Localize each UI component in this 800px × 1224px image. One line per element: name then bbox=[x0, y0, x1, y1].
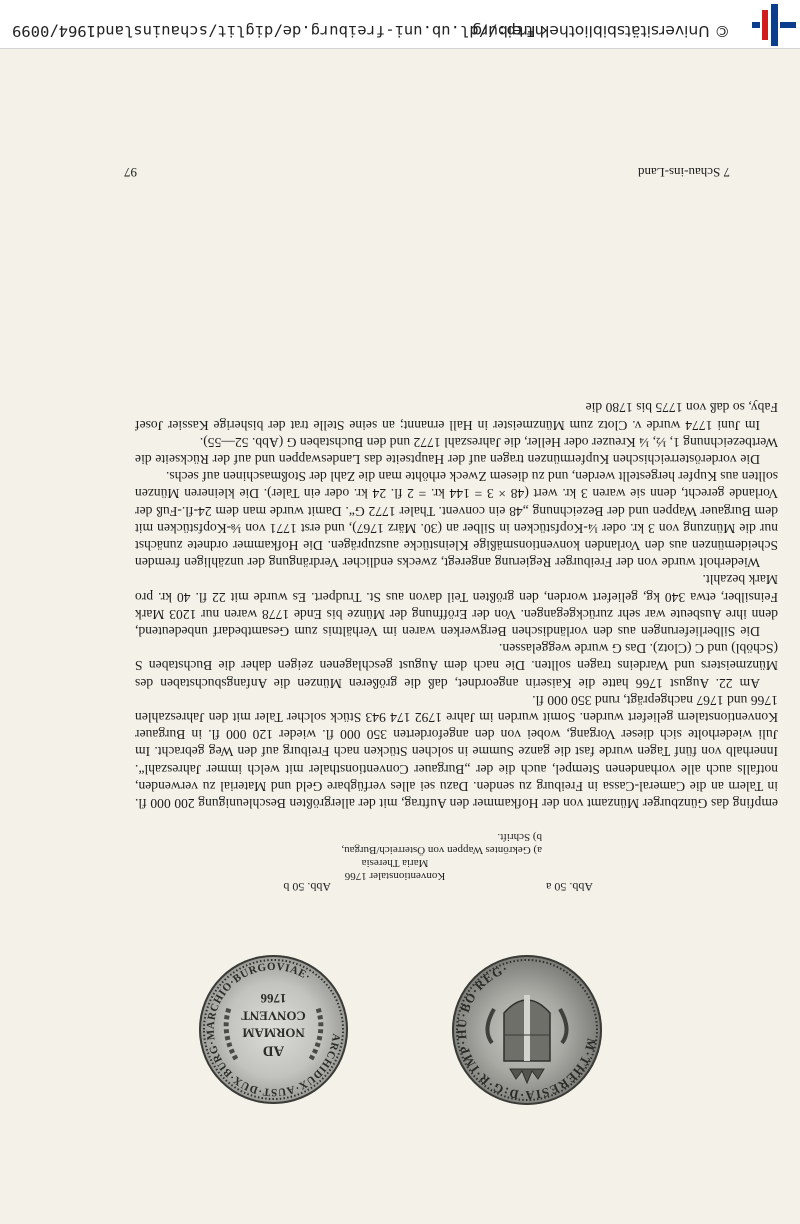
coin-b-field-line-1: AD bbox=[262, 1042, 285, 1059]
coin-a-label: Abb. 50 a bbox=[546, 880, 593, 894]
coin-obverse-image bbox=[452, 955, 602, 1105]
caption-line-b: b) Schrift. bbox=[497, 831, 542, 843]
paragraph: Im Juni 1774 wurde v. Clotz zum Münzmeister in Hall ernannt; an seine Stelle trat der bisherige Kassier Josef Faby, so daß von 1775 bis 1780 die bbox=[135, 400, 778, 433]
running-head-section: 7 Schau-ins-Land bbox=[637, 165, 730, 180]
caption-line-a: a) Gekröntes Wappen von Österreich/Burgau, bbox=[341, 844, 542, 856]
page-number: 97 bbox=[124, 165, 137, 180]
footer-url-text: http://dl.ub.uni-freiburg.de/diglit/schauinsland1964/0099 bbox=[12, 22, 544, 40]
coin-b-inscription: ARCHIDUX·AUST·DUX·BURG·MARCHIO·BURGOVIAE· bbox=[204, 960, 343, 1099]
caption-title: Konventionstaler 1766 bbox=[344, 870, 446, 882]
footer-copyright: © Universitätsbibliothek Freiburg bbox=[472, 22, 730, 40]
footer-bar bbox=[0, 0, 800, 49]
book-page bbox=[0, 49, 800, 1224]
paragraph: Am 22. August 1766 hatte die Kaiserin angeordnet, daß die größeren Münzen die Anfangsbuchstaben des Münzmeisters und Wardeins tragen sollten. Die nach dem August geschlagenen zeigen daher die Buchstaben S (Schöbl) und C (Clotz). Das G wurde weggelassen. bbox=[135, 641, 778, 691]
caption-subtitle: Maria Theresia bbox=[361, 857, 429, 869]
footer-url-link[interactable] bbox=[12, 22, 544, 40]
coin-b-field-line-3: CONVENT bbox=[241, 1008, 306, 1024]
paragraph: Wiederholt wurde von der Freiburger Regierung angeregt, zwecks endlicher Verdrängung der unzähligen fremden Scheidemünzen aus den Vorlanden konventionsmäßige Kleinstücke auszuprägen. Die Hofkammer ordnete zunächst nur die Münzung von 3 kr. oder ¼-Kopfstücken in Silber an (30. März 1767), und erst 1771 von ⅛-Kopfstücken mit dem Burgauer Wappen und der Bezeichnung „48 ein convent. Thaler 1772 G“. Damit wurde man dem 24-fl.-Fuß der Vorlande gerecht, denn sie waren 3 kr. wert (48 × 3 = 144 kr. = 2 fl. 24 kr. oder ein Taler). Die kleineren Münzen sollten aus Kupfer hergestellt werden, und zu diesem Zweck erhöhte man die Zahl der Stoßmaschinen auf sechs. bbox=[135, 469, 778, 571]
paragraph: empfing das Günzburger Münzamt von der Hofkammer den Auftrag, mit der allergrößten Beschleunigung 200 000 fl. in Talern an die Cameral-Cassa in Freiburg zu senden. Dazu sei alles verfügbare Geld und Material zu verwenden, notfalls auch alle vorhandenen Stempel, auch die der „Burgauer Conventionsthaler mit welch immer Jahreszahl“. Innerhalb von fünf Tagen wurde fast die ganze Summe in solchen Stücken nach Freiburg auf den Weg gebracht. Im Juli wiederholte sich dieser Vorgang, wobei von den angeforderten 350 000 fl. wieder 120 000 fl. in Burgauer Konventionstalern geliefert wurden. Somit wurden im Jahre 1792 174 943 Stück solcher Taler mit den Jahreszahlen 1766 und 1767 nachgeprägt, rund 350 000 fl. bbox=[135, 692, 778, 811]
paragraph: Die Silberlieferungen aus den vorländischen Bergwerken waren im Verhältnis zum Gesamtbedarf unbedeutend, denn ihre Ausbeute war sehr zurückgegangen. Von der Eröffnung der Münze bis Ende 1778 waren nur 1203 Mark Feinsilber, etwa 340 kg, geliefert worden, den größten Teil davon aus St. Trudpert. Es wurde mit 22 fl. 40 kr. pro Mark bezahlt. bbox=[135, 572, 778, 639]
ub-freiburg-logo-icon bbox=[752, 4, 796, 46]
coin-b-label: Abb. 50 b bbox=[283, 880, 331, 894]
coin-b-field-line-2: NORMAM bbox=[242, 1025, 305, 1041]
coin-reverse-image bbox=[199, 955, 348, 1104]
body-text bbox=[135, 399, 778, 812]
coin-a-inscription: M·THERESIA·D:G·R·IMP·HU·BO·REG· bbox=[454, 961, 599, 1103]
figure-caption bbox=[240, 830, 550, 882]
coin-b-field-line-4: 1766 bbox=[260, 990, 287, 1006]
paragraph: Die vorderösterreichischen Kupfermünzen tragen auf der Hauptseite das Landeswappen und auf der Rückseite die Wertbezeichnung 1, ½, ¼ Kreuzer oder Heller, die Jahreszahl 1772 und den Buchstaben G (Abb. 52—55). bbox=[135, 434, 778, 467]
